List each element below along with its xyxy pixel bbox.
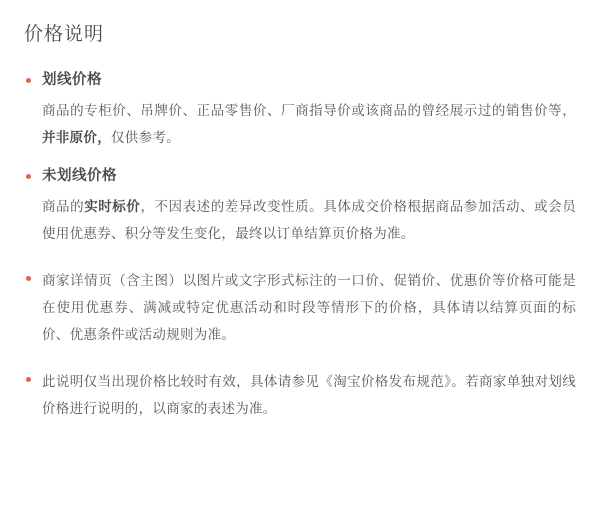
page-title: 价格说明 [24,24,105,45]
section-merchant-detail-page [24,267,576,348]
section-unstriked-price [24,165,576,247]
section-text-part: 商品的专柜价、吊牌价、正品零售价、厂商指导价或该商品的曾经展示过的销售价等， [42,102,576,118]
section-text-part-emphasis: 实时标价 [84,198,141,214]
bullet-dot-icon [26,276,31,281]
section-heading: 划线价格 [42,71,102,88]
section-text-part: ，不因表述的差异改变性质。具体成交价格根据商品参加活动、或会员使用优惠券、积分等发生变化，最终以订单结算页价格为准。 [42,198,577,241]
section-text-part: 仅供参考。 [111,129,180,145]
bullet-dot-icon [26,78,31,83]
bullet-dot-icon [26,174,31,179]
section-body: 此说明仅当出现价格比较时有效，具体请参见《淘宝价格发布规范》。若商家单独对划线价格进行说明的，以商家的表述为准。 [42,373,576,416]
section-text-part-emphasis: 并非原价， [42,129,111,145]
section-body: 商家详情页（含主图）以图片或文字形式标注的一口价、促销价、优惠价等价格可能是在使用优惠券、满减或特定优惠活动和时段等情形下的价格，具体请以结算页面的标价、优惠条件或活动规则为准。 [42,272,576,342]
bullet-dot-icon [26,377,31,382]
section-validity-note [24,368,576,422]
section-text-part: 商品的 [42,198,85,214]
section-striked-price [24,69,576,151]
section-heading: 未划线价格 [42,167,117,184]
section-body [42,97,576,151]
section-body [42,193,576,247]
